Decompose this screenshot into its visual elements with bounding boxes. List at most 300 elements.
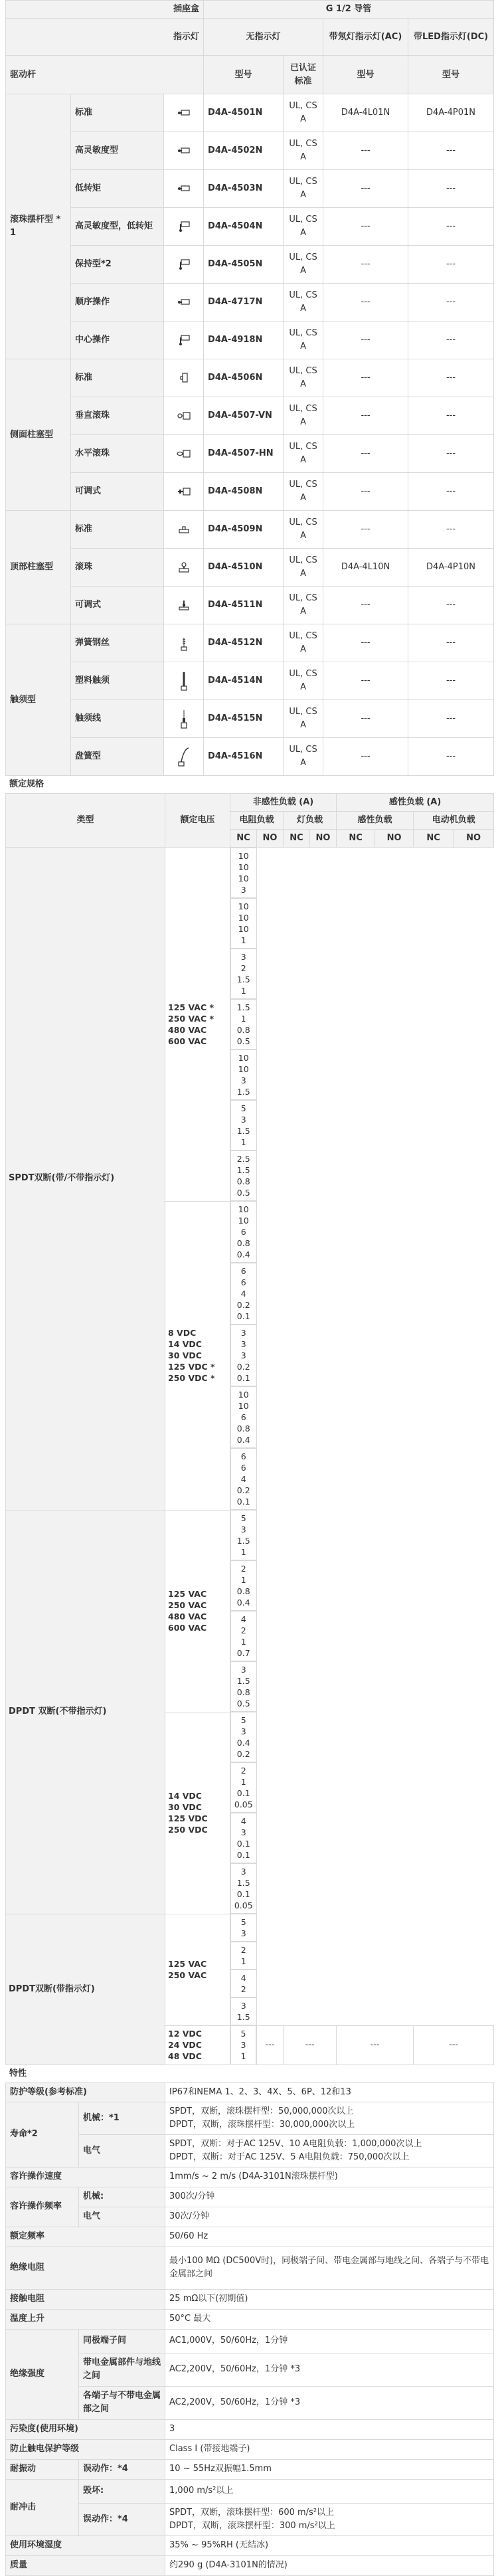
icon-roller-lever-low [177, 335, 191, 345]
neon-model: --- [323, 208, 408, 246]
rating-values [230, 1762, 257, 1813]
actuator-image [164, 359, 204, 397]
contact-value: 25 mΩ以下(初期值) [165, 2289, 494, 2309]
rating-value: 4 [240, 1973, 246, 1983]
rating-value: 3 [240, 1827, 246, 1837]
rating-value: 1 [240, 1956, 246, 1966]
rating-value: 6 [240, 1277, 246, 1287]
rating-values [230, 1386, 257, 1448]
protection-label: 防护等级(参考标准) [6, 2082, 165, 2102]
rating-values [230, 1325, 257, 1386]
led-model: --- [408, 359, 494, 397]
model-number: D4A-4503N [204, 170, 284, 208]
rating-values [230, 1712, 257, 1762]
elec-life-value [165, 2134, 494, 2167]
inductive-load-header: 感性负载 [337, 812, 414, 830]
rated-voltage: 250 VDC [168, 1825, 208, 1835]
neon-model: --- [323, 738, 408, 776]
actuator-variant: 塑料触须 [71, 662, 164, 700]
rating-values [230, 1997, 257, 2025]
rating-value: 6 [240, 1463, 246, 1473]
rating-value: 1.5 [236, 2012, 250, 2022]
certification: UL, CSA [284, 738, 323, 776]
elec-life-spdt: SPDT，双断：对于AC 125V、10 A电阻负载：1,000,000次以上 [169, 2138, 422, 2149]
impact-b-spdt: SPDT，双断，滚珠摆杆型：600 m/s²以上 [169, 2507, 335, 2518]
actuator-variant: 顺序操作 [71, 284, 164, 322]
rating-value: 0.1 [236, 1850, 250, 1860]
rating-value: 0.2 [236, 1300, 250, 1310]
type-header: 类型 [6, 794, 165, 848]
rating-value: 3 [240, 2040, 246, 2050]
rating-value: 10 [238, 1401, 249, 1411]
led-model: --- [408, 397, 494, 435]
actuator-header: 驱动杆 [6, 56, 204, 94]
rated-voltage: 24 VDC [168, 2040, 202, 2050]
insulation-label: 绝缘电阻 [6, 2247, 165, 2289]
rated-voltage-list [165, 1201, 230, 1510]
cert-header: 已认证标准 [284, 56, 323, 94]
rating-value: 5 [240, 1103, 246, 1113]
rating-value: 1 [240, 2051, 246, 2061]
actuator-image [164, 284, 204, 322]
certification: UL, CSA [284, 322, 323, 359]
rating-value: 1.5 [236, 1002, 250, 1012]
impact-b-value [165, 2503, 494, 2535]
rating-values [230, 1263, 257, 1325]
rating-value: 6 [240, 1412, 246, 1422]
actuator-variant: 盘簧型 [71, 738, 164, 776]
rating-values [230, 1201, 257, 1263]
mass-value: 约290 g (D4A-3101N的情况) [165, 2555, 494, 2575]
nc-header: NC [230, 830, 257, 848]
actuator-image [164, 624, 204, 662]
actuator-variant: 滚珠 [71, 549, 164, 587]
voltage-header: 额定电压 [165, 794, 230, 848]
model-number: D4A-4502N [204, 132, 284, 170]
rating-type: DPDT 双断(不带指示灯) [6, 1510, 165, 1914]
rating-value: 2 [240, 1945, 246, 1955]
rating-values [230, 1813, 257, 1863]
certification: UL, CSA [284, 397, 323, 435]
rated-voltage: 14 VDC [168, 1791, 202, 1801]
actuator-variant: 可调式 [71, 587, 164, 624]
rating-value: 3 [240, 1726, 246, 1736]
icon-roller-lever [177, 183, 191, 193]
actuator-image [164, 246, 204, 284]
icon-plastic-rod [179, 676, 189, 686]
rating-value: 0.4 [236, 1738, 250, 1748]
rated-voltage: 600 VAC [168, 1623, 207, 1633]
inductive-header: 感性负载 (A) [337, 794, 494, 812]
led-model: --- [408, 132, 494, 170]
rating-value: 5 [240, 1917, 246, 1927]
icon-top-plunger [178, 524, 190, 534]
rating-value: 1.5 [236, 1165, 250, 1175]
neon-model: --- [323, 397, 408, 435]
rating-value: 6 [240, 1451, 246, 1461]
rated-voltage: 125 VDC [168, 1813, 208, 1823]
model-number: D4A-4505N [204, 246, 284, 284]
rating-dash: --- [414, 2025, 494, 2065]
certification: UL, CSA [284, 473, 323, 511]
rated-voltage: 125 VAC [168, 1959, 207, 1969]
rating-values [230, 1914, 257, 1942]
pollution-label: 污染度(使用环境) [6, 2419, 165, 2439]
rating-type: SPDT双断(带/不带指示灯) [6, 848, 165, 1511]
characteristics-title: 特性 [9, 2068, 27, 2078]
actuator-variant: 可调式 [71, 473, 164, 511]
vibration-value: 10 ~ 55Hz双振幅1.5mm [165, 2459, 494, 2479]
icon-side-adjust [177, 486, 191, 496]
icon-roller-lever [177, 108, 191, 118]
rating-value: 1.5 [236, 974, 250, 984]
rating-values [230, 1448, 257, 1510]
neon-model: D4A-4L01N [323, 94, 408, 132]
rating-value: 0.05 [234, 1799, 253, 1809]
temp-value: 50°C 最大 [165, 2309, 494, 2329]
neon-model: --- [323, 284, 408, 322]
freq-elec-label: 电气 [79, 2207, 165, 2227]
speed-value: 1mm/s ~ 2 m/s (D4A-3101N滚珠摆杆型) [165, 2167, 494, 2187]
nc-header: NC [414, 830, 454, 848]
model-number: D4A-4501N [204, 94, 284, 132]
rating-value: 6 [240, 1266, 246, 1276]
actuator-variant: 标准 [71, 359, 164, 397]
actuator-variant: 弹簧钢丝 [71, 624, 164, 662]
neon-model: --- [323, 322, 408, 359]
pollution-value: 3 [165, 2419, 494, 2439]
rating-value: 1 [240, 935, 246, 945]
no-header: NO [375, 830, 414, 848]
ratings-title: 额定规格 [9, 779, 44, 789]
protection-value: IP67和NEMA 1、2、3、4X、5、6P、12和13 [165, 2082, 494, 2102]
actuator-image [164, 738, 204, 776]
neon-model: --- [323, 359, 408, 397]
led-model: --- [408, 208, 494, 246]
icon-coil-spring [177, 752, 191, 762]
no-header: NO [454, 830, 494, 848]
led-model: --- [408, 511, 494, 549]
icon-cat-whisker [179, 714, 189, 724]
rating-values [230, 1863, 257, 1914]
rated-voltage: 8 VDC [168, 1328, 197, 1338]
icon-side-roller-v [177, 411, 191, 420]
rating-value: 10 [238, 901, 249, 911]
certification: UL, CSA [284, 94, 323, 132]
rating-values [230, 1150, 257, 1201]
certification: UL, CSA [284, 208, 323, 246]
rating-value: 1 [240, 1547, 246, 1557]
dielectric-b-value: AC2,200V，50/60Hz，1分钟 *3 [165, 2353, 494, 2386]
certification: UL, CSA [284, 170, 323, 208]
neon-model: --- [323, 587, 408, 624]
shock-protection-label: 防止触电保护等级 [6, 2439, 165, 2459]
led-model: --- [408, 246, 494, 284]
characteristics-table [5, 2082, 494, 2576]
no-header: NO [310, 830, 337, 848]
rated-voltage: 30 VDC [168, 1802, 202, 1812]
icon-top-adjust [178, 600, 190, 610]
freq-mech-label: 机械: [79, 2187, 165, 2207]
actuator-image [164, 94, 204, 132]
certification: UL, CSA [284, 662, 323, 700]
rating-value: 0.2 [236, 1749, 250, 1759]
icon-roller-lever-low [177, 221, 191, 231]
freq-label: 容许操作频率 [6, 2187, 79, 2227]
rating-value: 3 [240, 1665, 246, 1675]
rating-value: 3 [240, 2001, 246, 2011]
actuator-image [164, 170, 204, 208]
impact-b-label: 误动作：*4 [79, 2503, 165, 2535]
rating-values [230, 2025, 256, 2065]
neon-model: --- [323, 132, 408, 170]
rated-voltage: 480 VAC [168, 1024, 207, 1035]
dielectric-b-label: 带电金属部件与地线之间 [79, 2353, 165, 2386]
rating-values [230, 1661, 257, 1712]
speed-label: 容许操作速度 [6, 2167, 165, 2187]
rated-voltage: 250 VDC * [168, 1373, 215, 1383]
neon-indicator-header: 带氖灯指示灯(AC) [323, 19, 408, 56]
rating-value: 2 [240, 1564, 246, 1574]
icon-roller-lever [177, 145, 191, 155]
rating-dash: --- [337, 2025, 414, 2065]
led-model: D4A-4P10N [408, 549, 494, 587]
humidity-label: 使用环境湿度 [6, 2535, 165, 2555]
vibration-sub-label: 误动作：*4 [79, 2459, 165, 2479]
mech-life-label: 机械：*1 [79, 2102, 165, 2134]
model-number: D4A-4509N [204, 511, 284, 549]
rating-value: 0.8 [236, 1424, 250, 1433]
rating-value: 10 [238, 862, 249, 872]
actuator-image [164, 587, 204, 624]
rating-values [230, 1560, 257, 1611]
model-number: D4A-4507-HN [204, 435, 284, 473]
led-model: --- [408, 662, 494, 700]
elec-life-label: 电气 [79, 2134, 165, 2167]
neon-model: --- [323, 624, 408, 662]
certification: UL, CSA [284, 246, 323, 284]
led-model: --- [408, 738, 494, 776]
rating-value: 0.4 [236, 1435, 250, 1445]
model-number: D4A-4510N [204, 549, 284, 587]
mass-label: 质量 [6, 2555, 165, 2575]
rating-values [230, 1942, 257, 1970]
rating-value: 3 [240, 1867, 246, 1877]
led-model: --- [408, 284, 494, 322]
rating-value: 10 [238, 1204, 249, 1214]
rated-freq-label: 额定频率 [6, 2227, 165, 2247]
rating-value: 1 [240, 1575, 246, 1585]
rating-values [230, 1611, 257, 1661]
model-number: D4A-4504N [204, 208, 284, 246]
certification: UL, CSA [284, 700, 323, 738]
rating-value: 0.1 [236, 1788, 250, 1798]
rating-value: 0.8 [236, 1586, 250, 1596]
rated-voltage: 480 VAC [168, 1611, 207, 1621]
certification: UL, CSA [284, 132, 323, 170]
rating-value: 3 [240, 885, 246, 895]
model-number: D4A-4507-VN [204, 397, 284, 435]
rating-value: 1 [240, 1137, 246, 1147]
rating-value: 0.5 [236, 1188, 250, 1198]
rating-value: 10 [238, 913, 249, 923]
life-label: 寿命*2 [6, 2102, 79, 2167]
rating-value: 3 [240, 1928, 246, 1938]
rating-value: 3 [240, 1524, 246, 1534]
rating-value: 10 [238, 1390, 249, 1400]
rated-voltage-list [165, 1914, 230, 2025]
model-number: D4A-4918N [204, 322, 284, 359]
nc-header: NC [337, 830, 375, 848]
impact-a-label: 毁坏: [79, 2479, 165, 2503]
rating-value: 0.5 [236, 1699, 250, 1708]
rated-voltage: 600 VAC [168, 1036, 207, 1046]
model-number: D4A-4514N [204, 662, 284, 700]
actuator-image [164, 435, 204, 473]
rating-value: 0.1 [236, 1373, 250, 1383]
rating-value: 3 [240, 1328, 246, 1338]
rated-voltage-list [165, 848, 230, 1202]
rated-voltage: 125 VAC * [168, 1002, 214, 1012]
model-table [5, 0, 494, 776]
no-header: NO [257, 830, 284, 848]
rating-value: 0.2 [236, 1362, 250, 1372]
icon-roller-lever [177, 297, 191, 307]
actuator-group: 顶部柱塞型 [6, 511, 71, 624]
rating-value: 5 [240, 2029, 246, 2039]
rating-values [230, 898, 257, 949]
neon-model: --- [323, 246, 408, 284]
model-header-led: 型号 [408, 56, 494, 94]
model-number: D4A-4511N [204, 587, 284, 624]
rating-value: 4 [240, 1816, 246, 1826]
mech-life-dpdt: DPDT，双断，滚珠摆杆型：30,000,000次以上 [169, 2119, 355, 2130]
rating-values [230, 949, 257, 999]
rating-value: 1.5 [236, 1087, 250, 1097]
rated-voltage: 250 VAC [168, 1970, 207, 1980]
actuator-group: 滚珠摆杆型 *1 [6, 94, 71, 359]
actuator-image [164, 208, 204, 246]
actuator-variant: 水平滚珠 [71, 435, 164, 473]
model-number: D4A-4508N [204, 473, 284, 511]
led-model: --- [408, 624, 494, 662]
insulation-value: 最小100 MΩ (DC500V时)，同极端子间、带电金属部与地线之间、各端子与不带电金属部之间 [165, 2247, 494, 2289]
neon-model: D4A-4L10N [323, 549, 408, 587]
rating-value: 3 [240, 1350, 246, 1360]
actuator-image [164, 397, 204, 435]
rating-value: 4 [240, 1474, 246, 1484]
neon-model: --- [323, 511, 408, 549]
neon-model: --- [323, 170, 408, 208]
actuator-image [164, 322, 204, 359]
model-header: 型号 [204, 56, 284, 94]
shock-protection-value: Class I (带接地端子) [165, 2439, 494, 2459]
rating-value: 6 [240, 1227, 246, 1237]
rating-value: 1 [240, 1777, 246, 1787]
actuator-variant: 高灵敏度型 [71, 132, 164, 170]
rated-freq-value: 50/60 Hz [165, 2227, 494, 2247]
rating-dash: --- [284, 2025, 337, 2065]
model-number: D4A-4512N [204, 624, 284, 662]
rating-value: 5 [240, 1715, 246, 1725]
rating-values [230, 1970, 257, 1997]
rating-values [230, 848, 257, 898]
rating-value: 1.5 [236, 1878, 250, 1888]
actuator-image [164, 511, 204, 549]
model-number: D4A-4516N [204, 738, 284, 776]
rating-value: 0.1 [236, 1839, 250, 1849]
actuator-image [164, 132, 204, 170]
neon-model: --- [323, 473, 408, 511]
model-number: D4A-4515N [204, 700, 284, 738]
rating-value: 3 [240, 1115, 246, 1125]
model-number: D4A-4717N [204, 284, 284, 322]
dielectric-label: 绝缘强度 [6, 2329, 79, 2419]
rated-voltage: 48 VDC [168, 2051, 202, 2061]
led-model: --- [408, 435, 494, 473]
rating-value: 0.5 [236, 1036, 250, 1046]
rated-voltage-list [165, 1712, 230, 1914]
impact-b-dpdt: DPDT，双断，滚珠摆杆型：300 m/s²以上 [169, 2520, 335, 2531]
temp-label: 温度上升 [6, 2309, 165, 2329]
mech-life-value [165, 2102, 494, 2134]
impact-label: 耐冲击 [6, 2479, 79, 2535]
led-model: D4A-4P01N [408, 94, 494, 132]
rating-value: 0.1 [236, 1889, 250, 1899]
actuator-variant: 垂直滚珠 [71, 397, 164, 435]
actuator-image [164, 549, 204, 587]
rating-value: 0.7 [236, 1648, 250, 1658]
led-model: --- [408, 473, 494, 511]
resistive-header: 电阻负载 [230, 812, 284, 830]
rating-value: 1 [240, 986, 246, 996]
rating-value: 4 [240, 1614, 246, 1624]
rating-value: 10 [238, 851, 249, 861]
rating-value: 10 [238, 1053, 249, 1063]
actuator-variant: 低转矩 [71, 170, 164, 208]
rating-value: 1 [240, 1637, 246, 1647]
led-model: --- [408, 587, 494, 624]
rating-value: 2 [240, 1984, 246, 1994]
rating-values [230, 1510, 257, 1560]
rating-value: 3 [240, 1339, 246, 1349]
rating-value: 1.5 [236, 1536, 250, 1546]
icon-roller-lever-low [177, 259, 191, 269]
rated-voltage-list [165, 2025, 230, 2065]
led-model: --- [408, 322, 494, 359]
elec-life-dpdt: DPDT，双断：对于AC 125V、5 A电阻负载：750,000次以上 [169, 2152, 410, 2162]
led-model: --- [408, 170, 494, 208]
rated-voltage: 12 VDC [168, 2029, 202, 2039]
freq-elec-value: 30次/分钟 [165, 2207, 494, 2227]
rating-value: 5 [240, 1513, 246, 1523]
rating-value: 2.5 [236, 1154, 250, 1164]
certification: UL, CSA [284, 284, 323, 322]
actuator-variant: 中心操作 [71, 322, 164, 359]
rating-value: 0.8 [236, 1238, 250, 1248]
actuator-image [164, 473, 204, 511]
rating-value: 0.8 [236, 1176, 250, 1186]
actuator-variant: 保持型*2 [71, 246, 164, 284]
ratings-table [5, 793, 494, 2065]
rating-value: 0.8 [236, 1025, 250, 1035]
certification: UL, CSA [284, 435, 323, 473]
actuator-image [164, 662, 204, 700]
rating-value: 1.5 [236, 1676, 250, 1686]
rating-value: 3 [240, 1075, 246, 1085]
certification: UL, CSA [284, 624, 323, 662]
rating-value: 0.1 [236, 1311, 250, 1321]
